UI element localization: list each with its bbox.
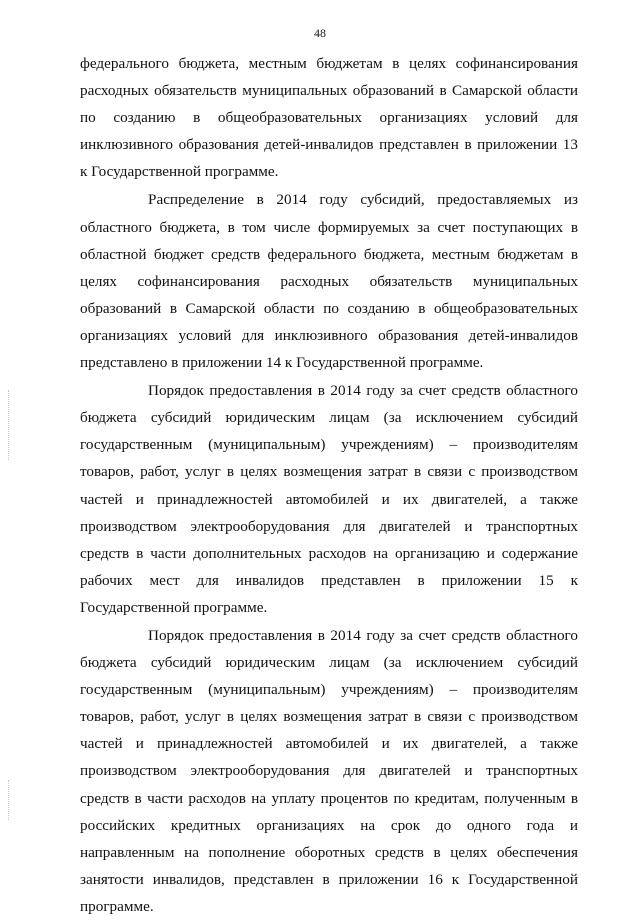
paragraph: федерального бюджета, местным бюджетам в целях софинансирования расходных обязательств муниципальных образований в Самарской области по созданию в общеобразовательных организациях условий для инклюзивного образования детей-инвалидов представлен в приложении 13 к Государственной программе.: [80, 55, 578, 181]
paragraph: Порядок предоставления в 2014 году за счет средств областного бюджета субсидий юридическим лицам (за исключением субсидий государственным (муниципальным) учреждениям) – производителям товаров, работ, услуг в целях возмещения затрат в связи с производством частей и принадлежностей автомобилей и их двигателей, а также производством электрооборудования для двигателей и транспортных средств в части дополнительных расходов на организацию и содержание рабочих мест для инвалидов представлен в приложении 15 к Государственной программе.: [80, 382, 578, 616]
document-body: [80, 50, 578, 920]
paragraph: Распределение в 2014 году субсидий, предоставляемых из областного бюджета, в том числе формируемых за счет поступающих в областной бюджет средств федерального бюджета, местным бюджетам в целях софинансирования расходных обязательств муниципальных образований в Самарской области по созданию в общеобразовательных организациях условий для инклюзивного образования детей-инвалидов представлено в приложении 14 к Государственной программе.: [80, 191, 578, 372]
scan-margin-mark: [8, 390, 10, 460]
paragraph: Порядок предоставления в 2014 году за счет средств областного бюджета субсидий юридическим лицам (за исключением субсидий государственным (муниципальным) учреждениям) – производителям товаров, работ, услуг в целях возмещения затрат в связи с производством частей и принадлежностей автомобилей и их двигателей, а также производством электрооборудования для двигателей и транспортных средств в части расходов на уплату процентов по кредитам, полученным в российских кредитных организациях на срок до одного года и направленным на пополнение оборотных средств в целях обеспечения занятости инвалидов, представлен в приложении 16 к Государственной программе.: [80, 626, 578, 915]
scan-margin-mark: [8, 780, 10, 820]
page-number: 48: [314, 26, 326, 40]
